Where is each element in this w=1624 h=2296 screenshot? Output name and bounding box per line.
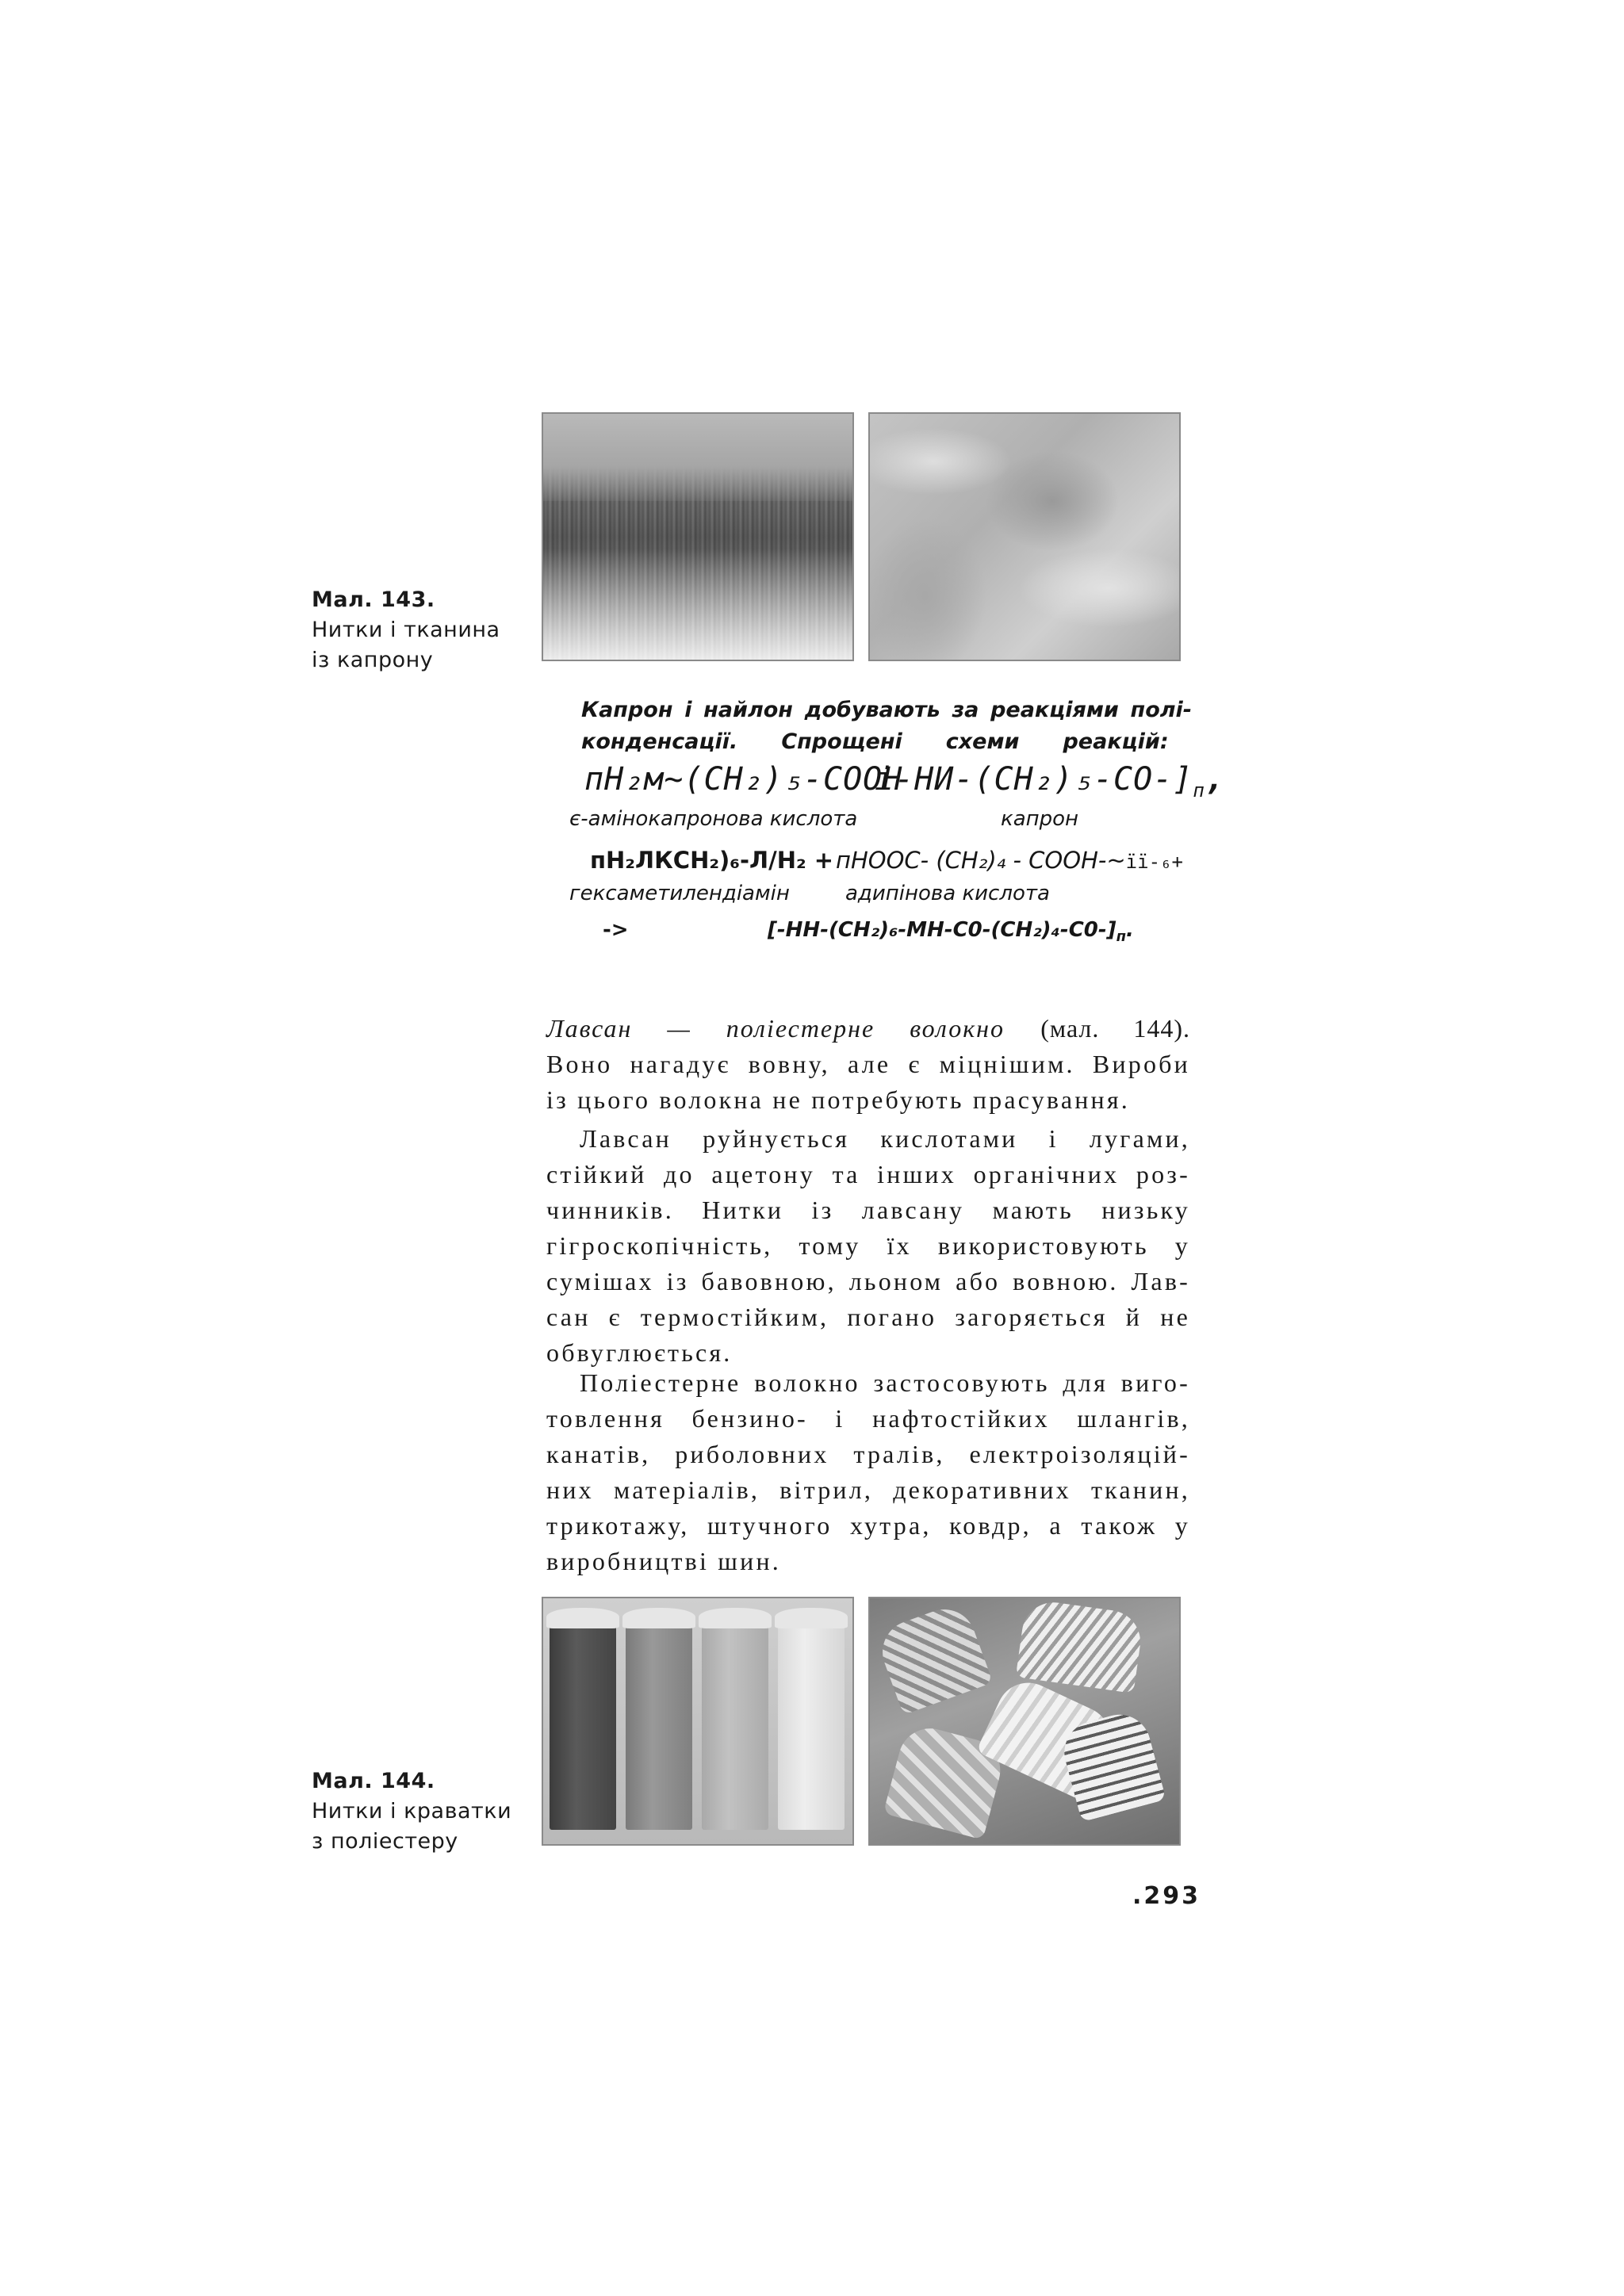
figure-144-caption [312,1766,511,1857]
equation-1-product-subscript: п [1193,779,1205,802]
word: найлон [703,698,793,722]
paragraph-line: сан є термостійким, погано загоряється й не [546,1303,1190,1331]
bobbin [550,1616,616,1830]
equation-1-product [875,761,1225,802]
word: Спрощені [781,729,902,754]
paragraph-lavsan-properties [546,1121,1190,1371]
page-number: .293 [1132,1882,1201,1910]
equation-1-product-formula: і-НИ-(СН₂)₅-СО-] [875,761,1193,798]
nylon-fabric-photo [868,412,1181,661]
paragraph-line: трикотажу, штучного хутра, ковдр, а також у [546,1511,1190,1540]
equation-3-period: . [1126,918,1134,942]
paragraph-lavsan-intro [546,1011,1190,1118]
word: за [952,698,979,722]
word: полі- [1130,698,1192,722]
polyester-thread-bobbins-photo [542,1597,854,1846]
word: реакціями [990,698,1119,722]
figure-reference: (мал. 144). [1040,1014,1191,1043]
paragraph-line: товлення бензино- і нафтостійких шлангів, [546,1404,1190,1433]
paragraph-line: чинників. Нитки із лавсану мають низьку [546,1196,1190,1224]
paragraph-line: Поліестерне волокно застосовують для виго- [580,1368,1190,1397]
bobbin [626,1616,692,1830]
figure-144-number: Мал. 144. [312,1769,435,1793]
polyester-ties-photo [868,1597,1181,1846]
nylon-threads-photo [542,412,854,661]
paragraph-polyester-uses [546,1365,1190,1579]
paragraph-line: із цього волокна не потребують прасування. [546,1085,1130,1114]
word: добувають [804,698,940,722]
equation-3-arrow: -> [603,918,629,942]
figure-143-caption-line: із капрону [312,648,434,672]
tie [874,1601,993,1715]
equation-1-reactant: пН₂м~(СН₂)₅-СООН [584,761,903,798]
paragraph-line: Лавсан руйнується кислотами і лугами, [580,1124,1190,1153]
word: схеми [945,729,1020,754]
paragraph-line: сумішах із бавовною, льоном або вовною. Лав- [546,1267,1190,1295]
word: конденсації. [581,729,738,754]
equation-2-reactant-2-formula: пНООС- (СН₂)₄ - СООН-~ [836,847,1126,874]
chemistry-intro-line-1 [581,695,1192,726]
paragraph-line: стійкий до ацетону та інших органічних роз- [546,1160,1190,1188]
equation-3-product [768,918,1134,945]
bobbin [778,1616,845,1830]
chemistry-intro [581,695,1192,758]
equation-1-label-product: капрон [1001,807,1079,831]
equation-2-tail: її-₆+ [1125,851,1183,873]
equation-2-reactant-1: пН₂ЛКСН₂)₆-Л/Н₂ + [590,847,834,874]
paragraph-line: обвуглюється. [546,1338,733,1367]
equation-1-label-reactant: є-амінокапронова кислота [569,807,858,831]
equation-1-comma: , [1205,761,1225,798]
equation-2-label-reactant-1: гексаметилендіамін [569,882,790,905]
chemistry-intro-line-2 [581,726,1192,758]
figure-143-caption-line: Нитки і тканина [312,618,500,642]
paragraph-line: гігроскопічність, тому їх використовують у [546,1231,1190,1260]
equation-2-label-reactant-2: адипінова кислота [845,882,1050,905]
word: реакцій: [1063,729,1169,754]
figure-143-caption [312,585,500,675]
equation-3-product-subscript: п [1116,928,1126,946]
paragraph-line [546,1011,1190,1047]
figure-143-number: Мал. 143. [312,587,435,612]
paragraph-line: канатів, риболовних тралів, електроізоляцій- [546,1440,1190,1468]
term-lavsan: Лавсан — поліестерне волокно [546,1014,1005,1043]
bobbin [702,1616,768,1830]
word: Капрон [581,698,673,722]
tie [1016,1598,1144,1693]
figure-144-caption-line: Нитки і краватки [312,1799,512,1823]
word: і [684,698,692,722]
paragraph-line: Воно нагадує вовну, але є міцнішим. Вироби [546,1050,1190,1078]
equation-2-reactant-2 [836,847,1183,874]
paragraph-line: виробництві шин. [546,1547,781,1575]
figure-144-caption-line: з поліестеру [312,1829,458,1854]
equation-3-product-formula: [-НН-(СН₂)₆-МН-С0-(СН₂)₄-С0-] [768,918,1116,942]
paragraph-line: них матеріалів, вітрил, декоративних тканин, [546,1475,1190,1504]
